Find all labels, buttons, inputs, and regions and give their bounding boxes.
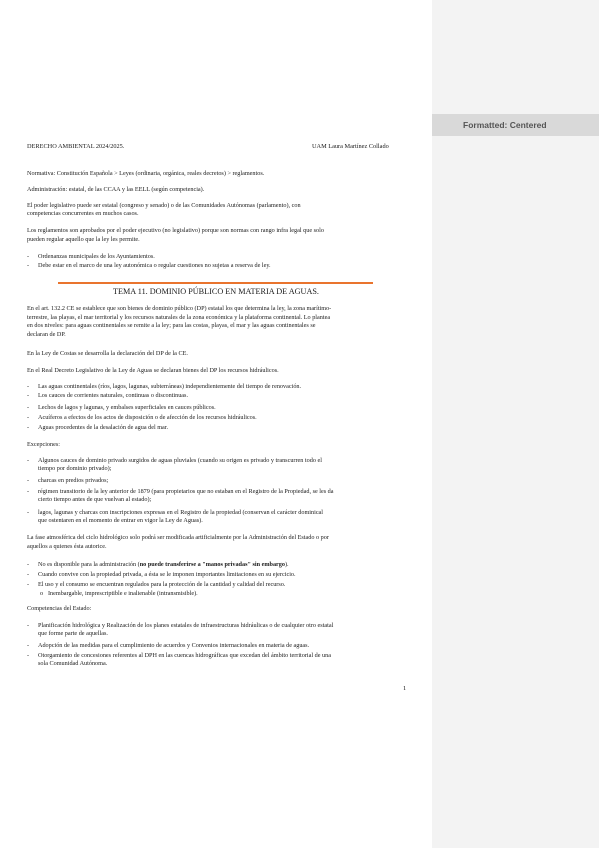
bullet-dash: - <box>27 404 30 411</box>
bullet-dash: - <box>27 488 30 495</box>
paragraph-administracion: Administración: estatal, de las CCAA y las EELL (según competencia). <box>27 186 205 193</box>
paragraph-ley-costas: En la Ley de Costas se desarrolla la declaración del DP de la CE. <box>27 350 188 357</box>
list-item: Ordenanzas municipales de los Ayuntamientos. <box>38 253 155 260</box>
list-item: No es disponible para la administración (no puede transferirse a "manos privadas" sin embargo). <box>38 561 289 568</box>
paragraph-art-132-l1: En el art. 132.2 CE se establece que son bienes de dominio público (DP) estatal los que determina la ley, la zona marítimo- <box>27 305 332 312</box>
sub-list-item: Inembargable, imprescriptible e inalienable (intransmisible). <box>48 590 198 597</box>
bullet-dash: - <box>27 383 30 390</box>
formatting-comment[interactable]: Formatted: Centered <box>432 114 599 136</box>
paragraph-real-decreto: En el Real Decreto Legislativo de la Ley de Aguas se declaran bienes del DP los recursos hidráulicos. <box>27 367 279 374</box>
paragraph-fase-atmosferica-l1: La fase atmosférica del ciclo hidrológico solo podrá ser modificada artificialmente por la Administración del Estado o por <box>27 534 329 541</box>
bullet-dash: - <box>27 457 30 464</box>
bullet-dash: - <box>27 262 30 269</box>
paragraph-poder-legislativo-l1: El poder legislativo puede ser estatal (congreso y senado) o de las Comunidades Autónomas (parlamento), con <box>27 202 301 209</box>
paragraph-reglamentos-l2: pueden regular aquello que la ley les permite. <box>27 236 140 243</box>
list-item: Adopción de las medidas para el cumplimiento de acuerdos y Convenios internacionales en materia de aguas. <box>38 642 310 649</box>
list-item: Acuíferos a efectos de los actos de disposición o de afección de los recursos hidráulicos. <box>38 414 257 421</box>
header-left: DERECHO AMBIENTAL 2024/2025. <box>27 143 125 150</box>
bullet-dash: - <box>27 392 30 399</box>
list-item: lagos, lagunas y charcas con inscripciones expresas en el Registro de la propiedad (conservan el carácter dominical que ostentaren en el momento de entrar en vigor la Ley de Aguas). <box>38 509 324 525</box>
paragraph-reglamentos-l1: Los reglamentos son aprobados por el poder ejecutivo (no legislativo) porque son normas con rango infra legal que solo <box>27 227 324 234</box>
page-number: 1 <box>403 685 407 692</box>
paragraph-poder-legislativo-l2: competencias concurrentes en muchos casos. <box>27 210 139 217</box>
bullet-dash: - <box>27 477 30 484</box>
list-item: Algunos cauces de dominio privado surgidos de aguas pluviales (cuando su origen es privado y transcurren todo el tiempo por dominio privado); <box>38 457 322 473</box>
bullet-dash: - <box>27 622 30 629</box>
competencias-label: Competencias del Estado: <box>27 605 92 612</box>
sub-bullet-marker: o <box>40 590 44 597</box>
list-item: Los cauces de corrientes naturales, continuas o discontinuas. <box>38 392 188 399</box>
section-divider <box>58 282 373 284</box>
paragraph-art-132-l3: en dos niveles: para aguas continentales se remite a la ley; para las costas, playas, el mar y las aguas continentales se <box>27 322 316 329</box>
list-item: Otorgamiento de concesiones referentes al DPH en las cuencas hidrográficas que excedan del ámbito territorial de una sola Comunidad Autónoma. <box>38 652 331 668</box>
list-item: Cuando convive con la propiedad privada, a ésta se le imponen importantes limitaciones en su ejercicio. <box>38 571 296 578</box>
paragraph-fase-atmosferica-l2: aquellos a quienes ésta autorice. <box>27 543 107 550</box>
paragraph-art-132-l4: declaran de DP. <box>27 331 66 338</box>
bullet-dash: - <box>27 424 30 431</box>
list-item: Aguas procedentes de la desalación de agua del mar. <box>38 424 169 431</box>
section-title: TEMA 11. DOMINIO PÚBLICO EN MATERIA DE AGUAS. <box>113 287 319 296</box>
bullet-dash: - <box>27 253 30 260</box>
list-item: Planificación hidrológica y Realización de los planes estatales de infraestructuras hidráulicas o de cualquier otro estatal que forme parte de aquellas. <box>38 622 334 638</box>
list-item: Las aguas continentales (ríos, lagos, lagunas, subterráneas) independientemente del tiempo de renovación. <box>38 383 302 390</box>
comments-pane <box>432 0 599 848</box>
list-item: El uso y el consumo se encuentran regulados para la protección de la cantidad y calidad del recurso. <box>38 581 286 588</box>
bullet-dash: - <box>27 652 30 659</box>
bullet-dash: - <box>27 642 30 649</box>
paragraph-normativa: Normativa: Constitución Española > Leyes (ordinaria, orgánica, reales decretos) > reglamentos. <box>27 170 265 177</box>
bullet-dash: - <box>27 561 30 568</box>
list-item: Debe estar en el marco de una ley autonómica o regular cuestiones no sujetas a reserva de ley. <box>38 262 271 269</box>
bullet-dash: - <box>27 581 30 588</box>
bullet-dash: - <box>27 509 30 516</box>
list-item: charcas en predios privados; <box>38 477 109 484</box>
bullet-dash: - <box>27 414 30 421</box>
list-item: régimen transitorio de la ley anterior de 1879 (para propietarios que no estaban en el Registro de la Propiedad, se les da cierto tiempo antes de que vuelvan al estado); <box>38 488 334 504</box>
bold-emphasis: no puede transferirse a "manos privadas" sin embargo <box>139 561 285 568</box>
paragraph-art-132-l2: terrestre, las playas, el mar territorial y los recursos naturales de la zona económica y la plataforma continental. Lo plantea <box>27 314 331 321</box>
list-item: Lechos de lagos y lagunas, y embalses superficiales en cauces públicos. <box>38 404 216 411</box>
bullet-dash: - <box>27 571 30 578</box>
header-right: UAM Laura Martínez Collado <box>312 143 389 150</box>
exceptions-label: Excepciones: <box>27 441 60 448</box>
